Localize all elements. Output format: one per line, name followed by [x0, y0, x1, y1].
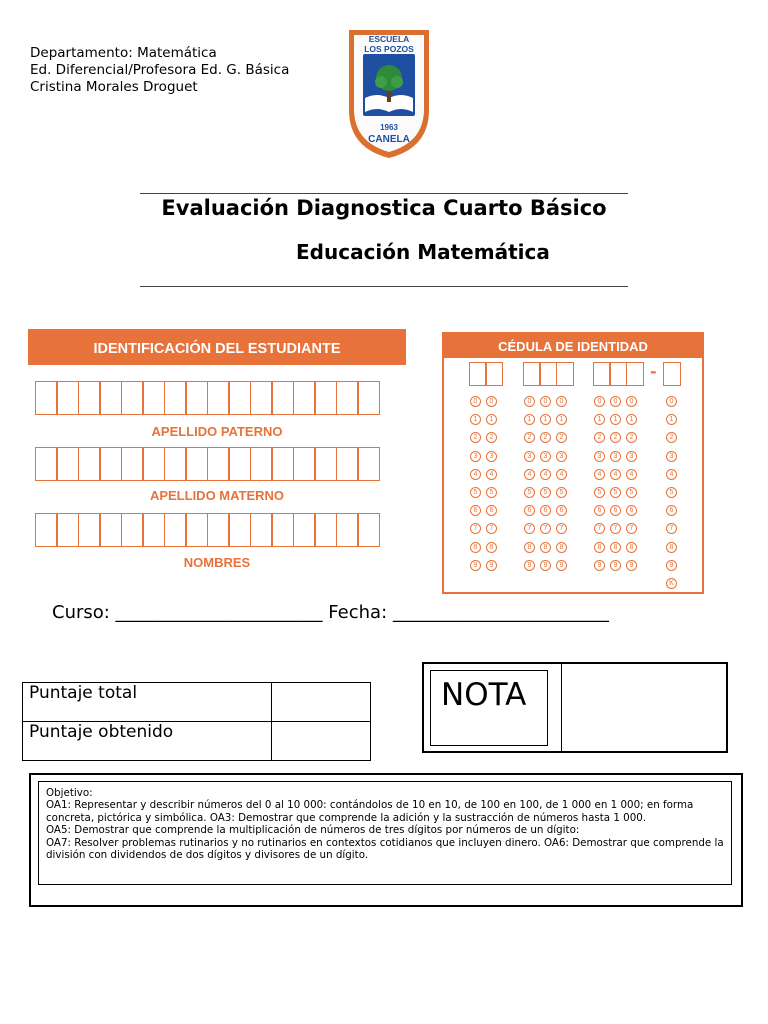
letter-box[interactable]: [35, 381, 58, 415]
digit-bubble[interactable]: 0: [470, 396, 481, 407]
letter-box[interactable]: [293, 447, 316, 481]
digit-bubble[interactable]: 5: [470, 487, 481, 498]
digit-bubble[interactable]: 6: [556, 505, 567, 516]
total-label: Puntaje total: [23, 683, 272, 722]
student-id-header: IDENTIFICACIÓN DEL ESTUDIANTE: [28, 329, 406, 365]
digit-bubble[interactable]: 8: [610, 542, 621, 553]
logo-bottom-text: CANELA: [368, 134, 410, 145]
apellido-paterno-boxes[interactable]: [36, 381, 380, 415]
digit-bubble[interactable]: 9: [666, 560, 677, 571]
digit-bubble[interactable]: 8: [486, 542, 497, 553]
nombres-label: NOMBRES: [183, 555, 251, 570]
letter-box[interactable]: [164, 513, 187, 547]
student-id-panel: [28, 329, 406, 583]
title-bottom-rule: [140, 286, 628, 287]
logo-year: 1963: [380, 123, 398, 132]
digit-bubble[interactable]: 9: [486, 560, 497, 571]
digit-bubble[interactable]: 6: [470, 505, 481, 516]
digit-bubble[interactable]: 5: [486, 487, 497, 498]
letter-box[interactable]: [78, 381, 101, 415]
letter-box[interactable]: [357, 447, 380, 481]
letter-box[interactable]: [271, 381, 294, 415]
digit-bubble[interactable]: 4: [594, 469, 605, 480]
digit-bubble[interactable]: 4: [626, 469, 637, 480]
digit-bubble[interactable]: 8: [524, 542, 535, 553]
digit-bubble[interactable]: 7: [556, 523, 567, 534]
digit-bubble[interactable]: 6: [524, 505, 535, 516]
digit-bubble[interactable]: 7: [594, 523, 605, 534]
logo-top-text: ESCUELA: [368, 34, 410, 44]
fecha-field[interactable]: Fecha: ________________________: [328, 602, 609, 623]
letter-box[interactable]: [469, 362, 487, 386]
letter-box[interactable]: [293, 381, 316, 415]
digit-bubble[interactable]: 9: [540, 560, 551, 571]
scores-table: [22, 682, 371, 761]
digit-bubble[interactable]: 1: [540, 414, 551, 425]
digit-bubble[interactable]: 1: [470, 414, 481, 425]
letter-box[interactable]: [336, 381, 359, 415]
digit-bubble[interactable]: 8: [470, 542, 481, 553]
cedula-boxes-verifier[interactable]: [664, 362, 681, 386]
letter-box[interactable]: [336, 513, 359, 547]
letter-box[interactable]: [626, 362, 644, 386]
letter-box[interactable]: [357, 513, 380, 547]
letter-box[interactable]: [56, 381, 79, 415]
digit-bubble[interactable]: 1: [556, 414, 567, 425]
digit-bubble[interactable]: 2: [594, 432, 605, 443]
letter-box[interactable]: [485, 362, 503, 386]
digit-bubble[interactable]: 4: [666, 469, 677, 480]
digit-bubble[interactable]: 3: [486, 451, 497, 462]
digit-bubble[interactable]: 7: [666, 523, 677, 534]
digit-bubble[interactable]: 4: [540, 469, 551, 480]
department-text: Departamento: Matemática: [30, 45, 217, 61]
objective-content: [38, 781, 732, 885]
letter-box[interactable]: [99, 381, 122, 415]
digit-bubble[interactable]: 4: [524, 469, 535, 480]
digit-bubble[interactable]: 2: [556, 432, 567, 443]
digit-bubble[interactable]: 7: [626, 523, 637, 534]
letter-box[interactable]: [314, 447, 337, 481]
page-title: Evaluación Diagnostica Cuarto Básico: [161, 196, 607, 220]
digit-bubble[interactable]: 3: [626, 451, 637, 462]
teacher-name: Cristina Morales Droguet: [30, 79, 198, 95]
nota-divider: [561, 664, 562, 751]
digit-bubble[interactable]: 0: [540, 396, 551, 407]
digit-bubble[interactable]: 0: [486, 396, 497, 407]
digit-bubble[interactable]: 9: [524, 560, 535, 571]
digit-bubble[interactable]: 8: [540, 542, 551, 553]
digit-bubble[interactable]: 0: [626, 396, 637, 407]
digit-bubble[interactable]: 1: [594, 414, 605, 425]
digit-bubble[interactable]: 7: [524, 523, 535, 534]
digit-bubble[interactable]: 5: [610, 487, 621, 498]
cedula-boxes-group3[interactable]: [594, 362, 644, 386]
title-top-rule: [140, 193, 628, 194]
digit-bubble[interactable]: 8: [626, 542, 637, 553]
total-value[interactable]: [272, 683, 371, 722]
digit-bubble[interactable]: 3: [556, 451, 567, 462]
letter-box[interactable]: [357, 381, 380, 415]
digit-bubble[interactable]: 1: [524, 414, 535, 425]
apellido-materno-boxes[interactable]: [36, 447, 380, 481]
header-block: [30, 45, 289, 96]
letter-box[interactable]: [121, 447, 144, 481]
school-logo: [343, 26, 435, 162]
letter-box[interactable]: [207, 447, 230, 481]
letter-box[interactable]: [539, 362, 557, 386]
digit-bubble[interactable]: 3: [524, 451, 535, 462]
digit-bubble[interactable]: 6: [610, 505, 621, 516]
digit-bubble[interactable]: 3: [666, 451, 677, 462]
letter-box[interactable]: [56, 513, 79, 547]
digit-bubble[interactable]: 8: [556, 542, 567, 553]
digit-bubble[interactable]: 0: [666, 396, 677, 407]
table-row: [23, 722, 371, 761]
digit-bubble[interactable]: 3: [540, 451, 551, 462]
digit-bubble[interactable]: 6: [666, 505, 677, 516]
cedula-header: CÉDULA DE IDENTIDAD: [444, 334, 702, 358]
digit-bubble[interactable]: 2: [470, 432, 481, 443]
digit-bubble[interactable]: 9: [626, 560, 637, 571]
obtained-value[interactable]: [272, 722, 371, 761]
letter-box[interactable]: [142, 381, 165, 415]
digit-bubble[interactable]: 6: [594, 505, 605, 516]
letter-box[interactable]: [523, 362, 541, 386]
letter-box[interactable]: [609, 362, 627, 386]
obtained-label: Puntaje obtenido: [23, 722, 272, 761]
digit-bubble[interactable]: 2: [610, 432, 621, 443]
objective-oa7: OA7: Resolver problemas rutinarios y no rutinarios en contextos cotidianos que incluyen dinero. OA6: Demostrar que comprende la división con dividendos de dos dígitos y divisores de un dígito.: [46, 836, 724, 862]
digit-bubble[interactable]: 1: [626, 414, 637, 425]
nota-label: NOTA: [430, 670, 548, 746]
letter-box[interactable]: [121, 513, 144, 547]
digit-bubble[interactable]: 0: [594, 396, 605, 407]
letter-box[interactable]: [556, 362, 574, 386]
digit-bubble[interactable]: 4: [556, 469, 567, 480]
digit-bubble[interactable]: 1: [486, 414, 497, 425]
digit-bubble[interactable]: 3: [594, 451, 605, 462]
letter-box[interactable]: [78, 513, 101, 547]
letter-box[interactable]: [56, 447, 79, 481]
digit-bubble[interactable]: 3: [470, 451, 481, 462]
letter-box[interactable]: [164, 381, 187, 415]
letter-box[interactable]: [250, 513, 273, 547]
letter-box[interactable]: [142, 447, 165, 481]
letter-box[interactable]: [250, 381, 273, 415]
cedula-panel: [442, 332, 704, 594]
letter-box[interactable]: [164, 447, 187, 481]
digit-bubble[interactable]: 5: [524, 487, 535, 498]
letter-box[interactable]: [35, 447, 58, 481]
digit-bubble[interactable]: 7: [610, 523, 621, 534]
objective-heading: Objetivo:: [46, 787, 93, 799]
digit-bubble[interactable]: 2: [486, 432, 497, 443]
letter-box[interactable]: [293, 513, 316, 547]
letter-box[interactable]: [207, 513, 230, 547]
letter-box[interactable]: [271, 447, 294, 481]
table-row: [23, 683, 371, 722]
nombres-boxes[interactable]: [36, 513, 380, 547]
digit-bubble[interactable]: 9: [594, 560, 605, 571]
letter-box[interactable]: [99, 513, 122, 547]
digit-bubble[interactable]: 8: [666, 542, 677, 553]
letter-box[interactable]: [336, 447, 359, 481]
digit-bubble[interactable]: 5: [666, 487, 677, 498]
digit-bubble[interactable]: 5: [626, 487, 637, 498]
digit-bubble[interactable]: 9: [610, 560, 621, 571]
digit-bubble[interactable]: 0: [610, 396, 621, 407]
apellido-materno-label: APELLIDO MATERNO: [149, 488, 285, 503]
letter-box[interactable]: [228, 513, 251, 547]
letter-box[interactable]: [593, 362, 611, 386]
apellido-paterno-label: APELLIDO PATERNO: [151, 424, 283, 439]
digit-bubble[interactable]: 7: [470, 523, 481, 534]
objective-oa1: OA1: Representar y describir números del 0 al 10 000: contándolos de 10 en 10, de 100 en 100, de 1 000 en 1 000; en forma concreta, pictórica y simbólica. OA3: Demostrar que comprende la adición y la sustracción de números hasta 1 000.: [46, 799, 694, 824]
digit-bubble[interactable]: 0: [524, 396, 535, 407]
digit-bubble[interactable]: 5: [540, 487, 551, 498]
role-text: Ed. Diferencial/Profesora Ed. G. Básica: [30, 62, 290, 78]
digit-bubble[interactable]: 8: [594, 542, 605, 553]
cedula-boxes-group1[interactable]: [470, 362, 503, 386]
digit-bubble[interactable]: 7: [486, 523, 497, 534]
digit-bubble[interactable]: 0: [556, 396, 567, 407]
digit-bubble[interactable]: 1: [610, 414, 621, 425]
digit-bubble[interactable]: 2: [524, 432, 535, 443]
digit-bubble[interactable]: 9: [556, 560, 567, 571]
digit-bubble[interactable]: 4: [486, 469, 497, 480]
digit-bubble[interactable]: 6: [540, 505, 551, 516]
letter-box[interactable]: [185, 381, 208, 415]
digit-bubble[interactable]: 3: [610, 451, 621, 462]
digit-bubble[interactable]: 5: [594, 487, 605, 498]
digit-bubble[interactable]: 6: [626, 505, 637, 516]
letter-box[interactable]: [663, 362, 681, 386]
letter-box[interactable]: [99, 447, 122, 481]
objective-oa5: OA5: Demostrar que comprende la multiplicación de números de tres dígitos por números de un dígito:: [46, 824, 580, 837]
letter-box[interactable]: [142, 513, 165, 547]
digit-bubble[interactable]: 7: [540, 523, 551, 534]
page-subtitle: Educación Matemática: [296, 240, 550, 264]
letter-box[interactable]: [185, 447, 208, 481]
letter-box[interactable]: [228, 447, 251, 481]
digit-bubble[interactable]: 2: [666, 432, 677, 443]
letter-box[interactable]: [78, 447, 101, 481]
digit-bubble[interactable]: 2: [626, 432, 637, 443]
digit-bubble[interactable]: 5: [556, 487, 567, 498]
letter-box[interactable]: [271, 513, 294, 547]
digit-bubble[interactable]: 2: [540, 432, 551, 443]
cedula-dash: -: [650, 362, 657, 381]
curso-fecha-line: [52, 602, 609, 623]
letter-box[interactable]: [228, 381, 251, 415]
letter-box[interactable]: [250, 447, 273, 481]
digit-bubble[interactable]: 1: [666, 414, 677, 425]
letter-box[interactable]: [35, 513, 58, 547]
digit-bubble[interactable]: 4: [470, 469, 481, 480]
letter-box[interactable]: [314, 381, 337, 415]
letter-box[interactable]: [121, 381, 144, 415]
k-bubble[interactable]: K: [666, 578, 677, 589]
digit-bubble[interactable]: 4: [610, 469, 621, 480]
logo-middle-text: LOS POZOS: [364, 44, 414, 54]
letter-box[interactable]: [207, 381, 230, 415]
letter-box[interactable]: [185, 513, 208, 547]
digit-bubble[interactable]: 9: [470, 560, 481, 571]
curso-field[interactable]: Curso: _______________________: [52, 602, 323, 623]
digit-bubble[interactable]: 6: [486, 505, 497, 516]
cedula-boxes-group2[interactable]: [524, 362, 574, 386]
letter-box[interactable]: [314, 513, 337, 547]
